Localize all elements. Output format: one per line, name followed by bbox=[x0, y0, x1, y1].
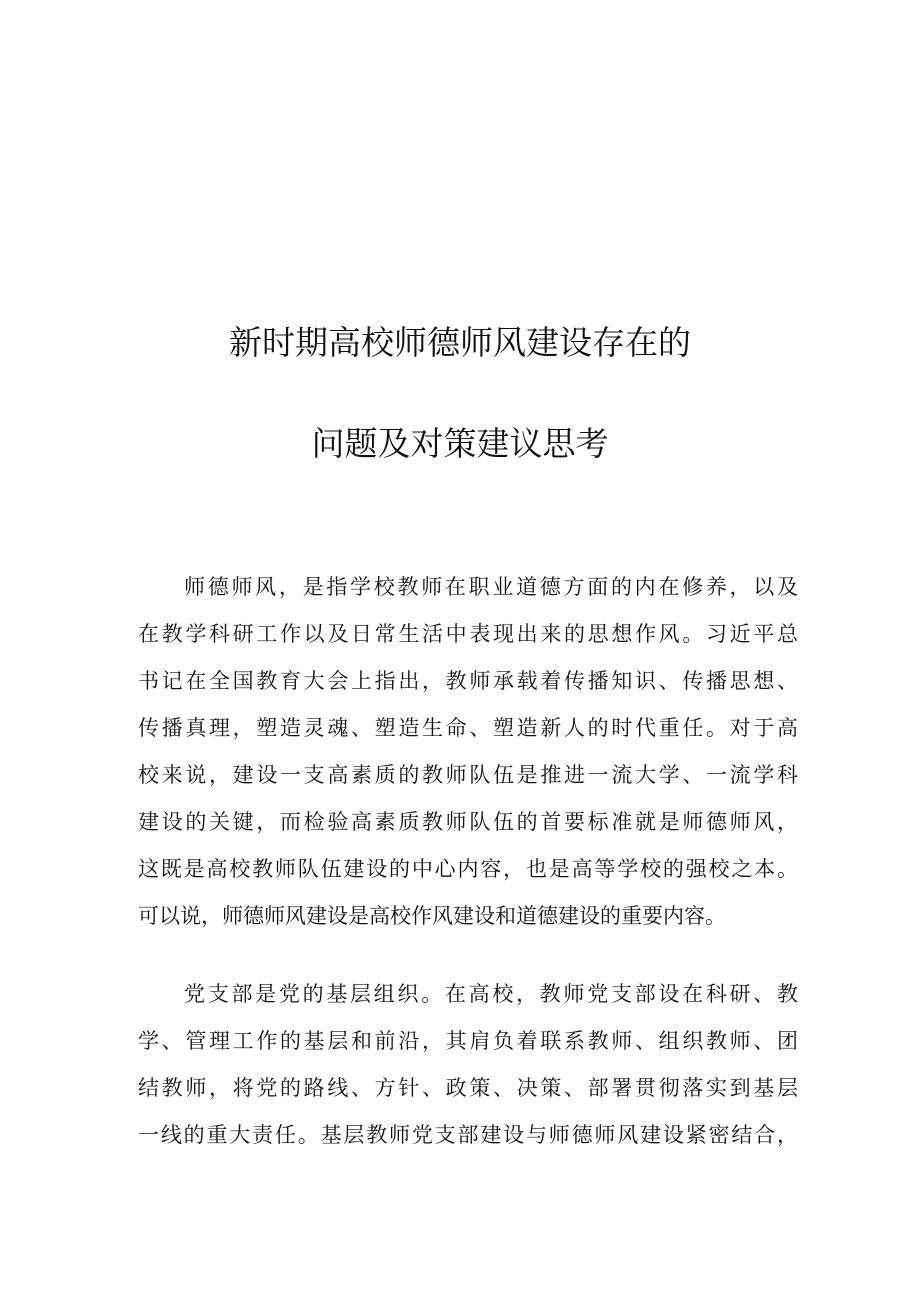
paragraph-1 bbox=[138, 564, 798, 940]
paragraph-line: 一线的重大责任。基层教师党支部建设与师德师风建设紧密结合， bbox=[138, 1123, 798, 1147]
paragraph-line: 学、管理工作的基层和前沿，其肩负着联系教师、组织教师、团 bbox=[138, 1029, 798, 1053]
title-line-1: 新时期高校师德师风建设存在的 bbox=[229, 323, 691, 362]
paragraph-2 bbox=[138, 971, 798, 1159]
paragraph-line: 这既是高校教师队伍建设的中心内容，也是高等学校的强校之本。 bbox=[138, 857, 798, 881]
paragraph-line: 传播真理，塑造灵魂、塑造生命、塑造新人的时代重任。对于高 bbox=[138, 716, 798, 740]
paragraph-line: 书记在全国教育大会上指出，教师承载着传播知识、传播思想、 bbox=[138, 669, 798, 693]
paragraph-line: 可以说，师德师风建设是高校作风建设和道德建设的重要内容。 bbox=[138, 904, 726, 928]
paragraph-line: 师德师风，是指学校教师在职业道德方面的内在修养，以及 bbox=[184, 575, 798, 599]
title-line-2: 问题及对策建议思考 bbox=[311, 424, 609, 463]
paragraph-line: 党支部是党的基层组织。在高校，教师党支部设在科研、教 bbox=[184, 982, 798, 1006]
paragraph-line: 在教学科研工作以及日常生活中表现出来的思想作风。习近平总 bbox=[138, 622, 798, 646]
paragraph-line: 建设的关键，而检验高素质教师队伍的首要标准就是师德师风， bbox=[138, 810, 798, 834]
paragraph-line: 结教师，将党的路线、方针、政策、决策、部署贯彻落实到基层 bbox=[138, 1076, 798, 1100]
paragraph-line: 校来说，建设一支高素质的教师队伍是推进一流大学、一流学科 bbox=[138, 763, 798, 787]
